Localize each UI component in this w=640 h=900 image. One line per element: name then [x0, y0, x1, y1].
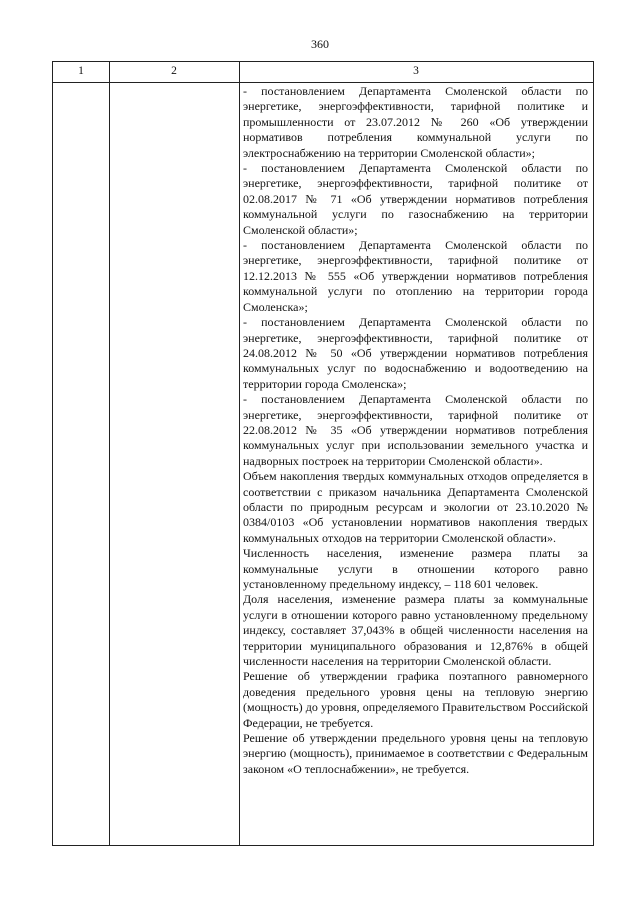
paragraph-price-limit-decision: Решение об утверждении предельного уровня цены на тепловую энергию (мощность), принимаемое в соответствии с Федеральным законом «О теплоснабжении», не требуется. — [243, 731, 588, 776]
paragraph-water-norms: - постановлением Департамента Смоленской области по энергетике, энергоэффективности, тарифной политике от 24.08.2012 № 50 «Об утверждении нормативов потребления коммунальных услуг по водоснабжению и водоотведению на территории города Смоленска»; — [243, 315, 588, 391]
document-table — [52, 61, 594, 846]
column-header-1: 1 — [78, 65, 84, 77]
column-3-content — [243, 84, 588, 777]
paragraph-population-count: Численность населения, изменение размера платы за коммунальные услуги в отношении которого равно установленному предельному индексу, – 118 601 человек. — [243, 546, 588, 591]
paragraph-population-share: Доля населения, изменение размера платы за коммунальные услуги в отношении которого равно установленному предельному индексу, составляет 37,043% в общей численности населения на территории муниципального образования и 12,876% в общей численности населения на территории Смоленской области. — [243, 592, 588, 669]
paragraph-gas-norms: - постановлением Департамента Смоленской области по энергетике, энергоэффективности, тарифной политике от 02.08.2017 № 71 «Об утверждении нормативов потребления коммунальной услуги по газоснабжению на территории Смоленской области»; — [243, 161, 588, 237]
page-number: 360 — [311, 37, 329, 51]
column-header-3: 3 — [413, 65, 419, 77]
header-row-divider — [53, 82, 593, 83]
column-header-2: 2 — [171, 65, 177, 77]
paragraph-electricity-norms: - постановлением Департамента Смоленской области по энергетике, энергоэффективности, тарифной политике и промышленности от 23.07.2012 № 260 «Об утверждении нормативов потребления коммунальной услуги по электроснабжению на территории Смоленской области»; — [243, 84, 588, 160]
paragraph-heating-norms: - постановлением Департамента Смоленской области по энергетике, энергоэффективности, тарифной политике от 12.12.2013 № 555 «Об утверждении нормативов потребления коммунальной услуги по отоплению на территории города Смоленска»; — [243, 238, 588, 314]
column-divider-1 — [109, 62, 110, 845]
paragraph-price-schedule-decision: Решение об утверждении графика поэтапного равномерного доведения предельного уровня цены на тепловую энергию (мощность) до уровня, определяемого Правительством Российской Федерации, не требуется. — [243, 669, 588, 730]
column-divider-2 — [239, 62, 240, 845]
paragraph-waste-volume: Объем накопления твердых коммунальных отходов определяется в соответствии с приказом начальника Департамента Смоленской области по природным ресурсам и экологии от 23.10.2020 № 0384/0103 «Об установлении нормативов накопления твердых коммунальных отходов на территории Смоленской области». — [243, 469, 588, 545]
paragraph-land-plot-norms: - постановлением Департамента Смоленской области по энергетике, энергоэффективности, тарифной политике от 22.08.2012 № 35 «Об утверждении нормативов потребления коммунальных услуг при использовании земельного участка и надворных построек на территории Смоленской области». — [243, 392, 588, 468]
